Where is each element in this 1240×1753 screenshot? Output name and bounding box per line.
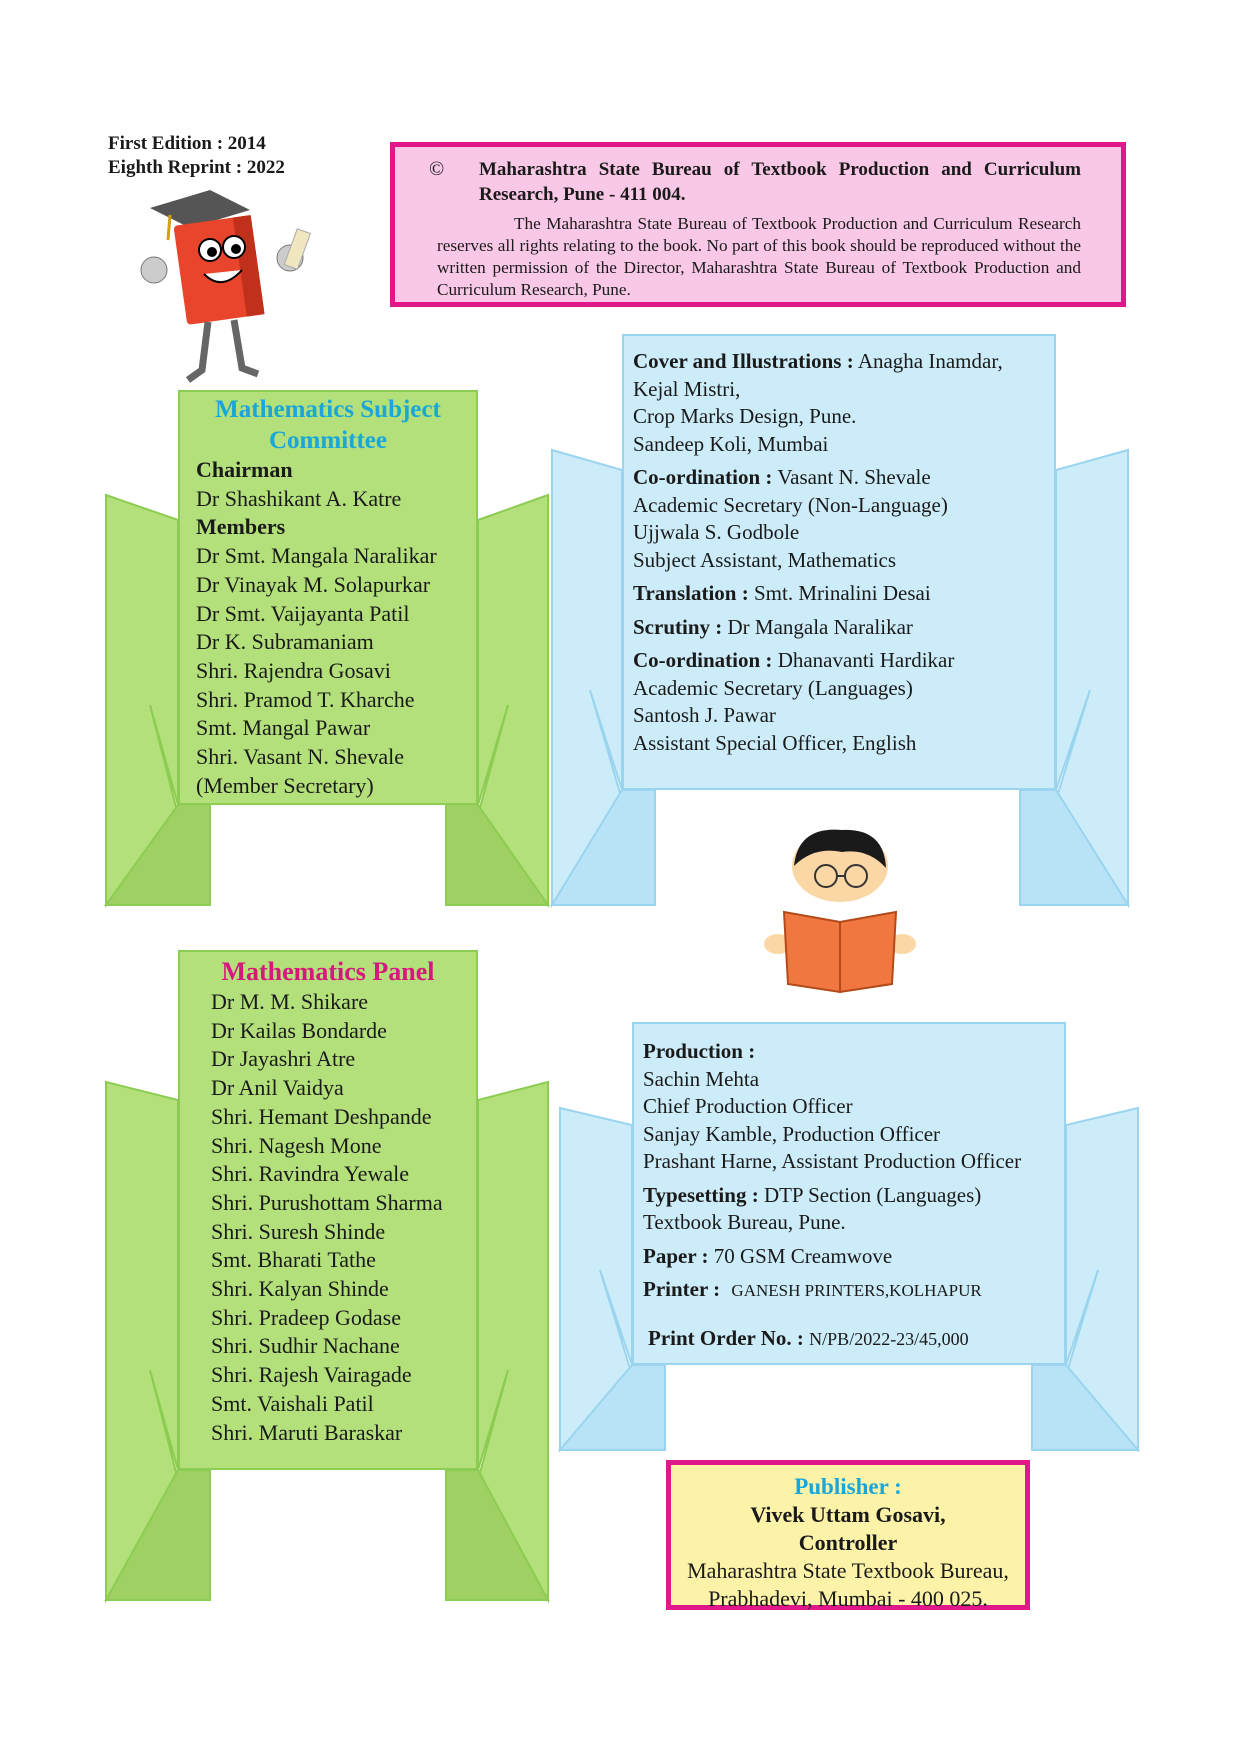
printer-value: GANESH PRINTERS,KOLHAPUR: [731, 1281, 982, 1300]
committee-member: Dr Smt. Vaijayanta Patil: [196, 600, 410, 626]
print-order-value: N/PB/2022-23/45,000: [809, 1328, 969, 1349]
chairman-label: Chairman: [196, 457, 293, 482]
committee-member: Shri. Rajendra Gosavi: [196, 657, 391, 683]
committee-member: Shri. Pramod T. Kharche: [196, 686, 415, 712]
panel-member: Shri. Nagesh Mone: [211, 1132, 382, 1158]
eighth-reprint: Eighth Reprint : 2022: [108, 157, 285, 178]
book-mascot-illustration: [130, 180, 345, 390]
production-line: Chief Production Officer: [643, 1094, 853, 1118]
translation-label: Translation :: [633, 581, 749, 605]
publisher-box: [666, 1460, 1030, 1610]
committee-member: Smt. Mangal Pawar: [196, 715, 371, 741]
panel-member: Dr Kailas Bondarde: [211, 1017, 387, 1043]
credit-line: Kejal Mistri,: [633, 376, 741, 401]
printer-label: Printer :: [643, 1277, 721, 1301]
typesetting-value: DTP Section (Languages): [763, 1182, 982, 1207]
committee-member: (Member Secretary): [196, 772, 374, 798]
print-order-label: Print Order No. :: [648, 1325, 804, 1350]
committee-member: Dr Smt. Mangala Naralikar: [196, 543, 437, 569]
panel-member: Dr M. M. Shikare: [211, 989, 369, 1014]
panel-member: Smt. Vaishali Patil: [211, 1390, 374, 1416]
committee-member: Dr Vinayak M. Solapurkar: [196, 571, 431, 597]
publisher-name: Vivek Uttam Gosavi,: [750, 1502, 946, 1527]
panel-member: Dr Anil Vaidya: [211, 1075, 344, 1101]
subject-committee-box: [178, 390, 478, 805]
coordination-name: Vasant N. Shevale: [777, 465, 931, 489]
coordination-label: Co-ordination :: [633, 648, 773, 672]
credit-line: Academic Secretary (Non-Language): [633, 492, 948, 517]
panel-member: Shri. Purushottam Sharma: [211, 1189, 443, 1215]
publisher-org: Maharashtra State Textbook Bureau,: [687, 1558, 1009, 1583]
copyright-org: Maharashtra State Bureau of Textbook Production and Curriculum Research, Pune - 411 004.: [479, 159, 1081, 205]
scrutiny-label: Scrutiny :: [633, 614, 723, 639]
publisher-label: Publisher :: [794, 1474, 902, 1499]
reading-boy-illustration: [758, 826, 923, 996]
chairman-name: Dr Shashikant A. Katre: [196, 485, 402, 511]
paper-label: Paper :: [643, 1243, 709, 1268]
credit-line: Sandeep Koli, Mumbai: [633, 431, 829, 456]
production-line: Sachin Mehta: [643, 1066, 760, 1091]
scrutiny-name: Dr Mangala Naralikar: [727, 614, 913, 639]
typesetting-rest: Textbook Bureau, Pune.: [643, 1210, 846, 1234]
committee-member: Dr K. Subramaniam: [196, 629, 374, 655]
coordination-label: Co-ordination :: [633, 465, 773, 489]
panel-member: Shri. Sudhir Nachane: [211, 1333, 400, 1359]
credit-line: Crop Marks Design, Pune.: [633, 404, 857, 428]
credits-box: [622, 334, 1056, 790]
production-line: Prashant Harne, Assistant Production Officer: [643, 1149, 1022, 1173]
credit-line: Subject Assistant, Mathematics: [633, 547, 897, 572]
cover-label: Cover and Illustrations :: [633, 349, 854, 373]
panel-member: Shri. Suresh Shinde: [211, 1218, 386, 1244]
paper-value: 70 GSM Creamwove: [713, 1243, 893, 1268]
panel-member: Smt. Bharati Tathe: [211, 1247, 376, 1273]
coordination-name: Dhanavanti Hardikar: [777, 648, 955, 672]
translation-name: Smt. Mrinalini Desai: [753, 581, 931, 605]
panel-member: Shri. Kalyan Shinde: [211, 1276, 389, 1302]
mathematics-panel-box: [178, 950, 478, 1470]
credit-line: Ujjwala S. Godbole: [633, 520, 800, 544]
committee-title: Mathematics Subject Committee: [215, 396, 441, 454]
credit-line: Santosh J. Pawar: [633, 703, 776, 727]
panel-member: Shri. Rajesh Vairagade: [211, 1362, 412, 1388]
panel-member: Shri. Pradeep Godase: [211, 1304, 402, 1330]
publisher-role: Controller: [798, 1530, 898, 1555]
credit-line: Academic Secretary (Languages): [633, 675, 913, 700]
copyright-box: [390, 142, 1126, 307]
committee-member: Shri. Vasant N. Shevale: [196, 744, 404, 770]
publisher-address: Prabhadevi, Mumbai - 400 025.: [708, 1586, 988, 1611]
first-edition: First Edition : 2014: [108, 133, 266, 154]
production-label: Production :: [643, 1039, 756, 1063]
panel-member: Shri. Ravindra Yewale: [211, 1161, 409, 1187]
credit-line: Assistant Special Officer, English: [633, 730, 917, 755]
members-label: Members: [196, 514, 286, 540]
production-line: Sanjay Kamble, Production Officer: [643, 1121, 941, 1146]
copyright-notice: The Maharashtra State Bureau of Textbook Production and Curriculum Research reserves all rights relating to the book. No part of this book should be reproduced without the written permission of the Director, Maharashtra State Bureau of Textbook Production and Curriculum Research, Pune.: [437, 214, 1081, 299]
copyright-symbol: ©: [429, 158, 445, 180]
panel-member: Dr Jayashri Atre: [211, 1046, 356, 1072]
panel-member: Shri. Hemant Deshpande: [211, 1103, 432, 1129]
production-box: [632, 1022, 1066, 1365]
edition-info: [108, 132, 285, 180]
cover-name: Anagha Inamdar,: [857, 349, 1003, 373]
panel-member: Shri. Maruti Baraskar: [211, 1419, 403, 1445]
panel-title: Mathematics Panel: [221, 957, 435, 986]
typesetting-label: Typesetting :: [643, 1182, 759, 1207]
